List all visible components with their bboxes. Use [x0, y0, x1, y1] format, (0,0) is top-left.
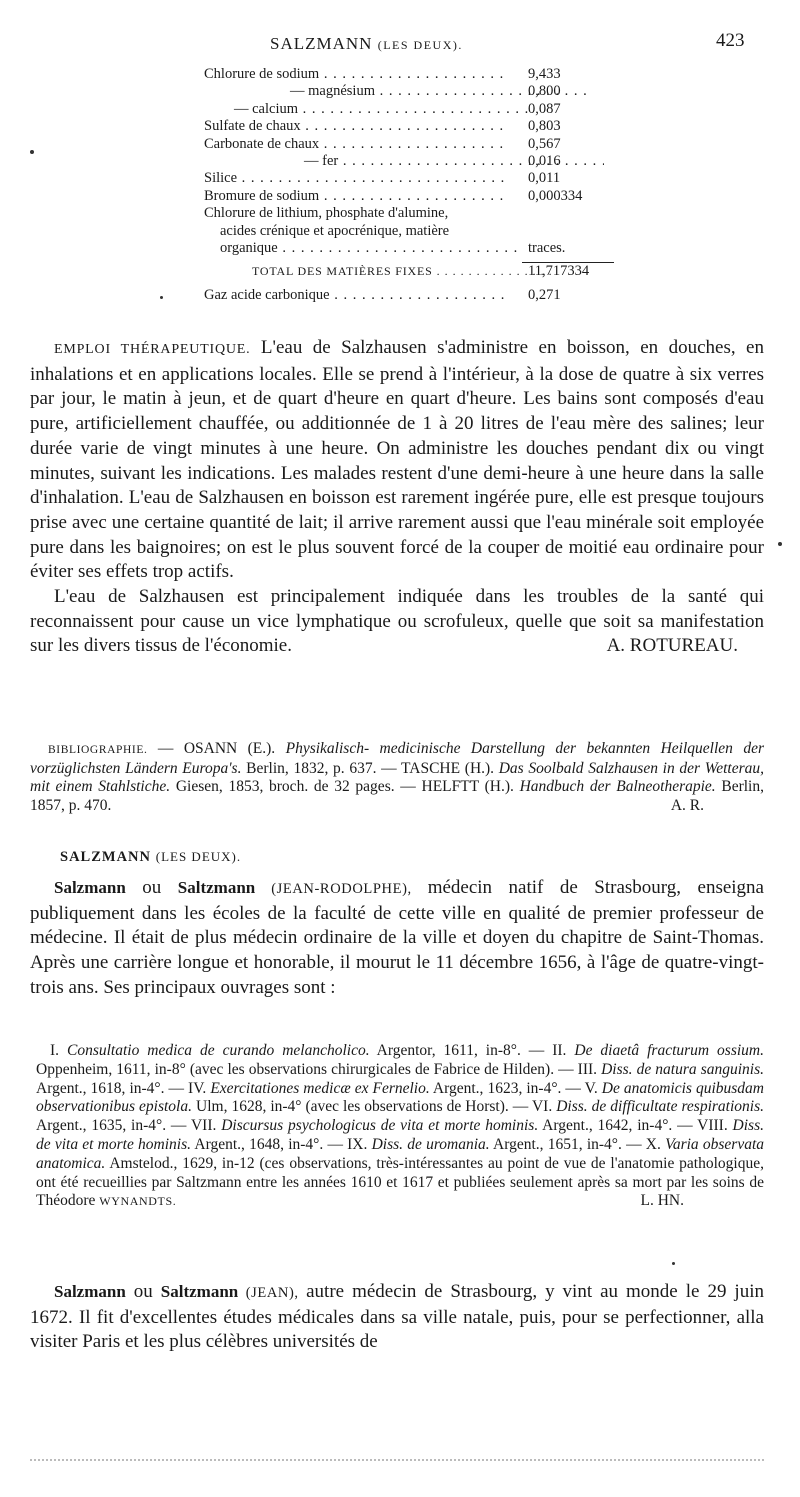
- emploi-text: L'eau de Salzhausen s'administre en boisson, en douches, en inhalations et en applications locales. Elle se prend à l'intérieur, à la dose de quatre à six verres par jour, le matin à jeun, et de quart d'heure en quart d'heure. Les bains sont composés d'eau pure, artificiellement chauffée, ou additionnée de 1 à 20 litres de l'eau mère des salines; leur durée varie de vingt minutes à une heure. On administre les douches pendant dix ou vingt minutes, suivant les indications. Les malades restent d'une demi-heure à une heure dans la salle d'inhalation. L'eau de Salzhausen en boisson est rarement ingérée pure, elle est presque toujours prise avec une certaine quantité de lait; il arrive rarement aussi que l'eau minérale soit employée pure dans les baignoires; on est le plus souvent forcé de la couper de moitié eau ordinaire pour éviter ses effets trop actifs.: [30, 337, 764, 583]
- composition-label: Silice . . .: [204, 170, 504, 187]
- composition-row: [204, 188, 614, 205]
- composition-value: 0,016: [528, 152, 561, 169]
- composition-value: 0,000334: [528, 187, 583, 204]
- bottom-bleed-line: [30, 1459, 764, 1461]
- entry-text: médecin natif de Strasbourg, enseigna publiquement dans les écoles de la faculté de cette ville en qualité de premier professeur de médecine. Il était de plus médecin ordinaire de la ville et doyen du chapitre de Saint-Thomas. Après une carrière longue et honorable, il mourut le 11 décembre 1656, à l'âge de quatre-vingt-trois ans. Ses principaux ouvrages sont :: [30, 877, 764, 998]
- entry-given-name: (JEAN-RODOLPHE),: [255, 881, 428, 897]
- composition-label: Bromure de sodium . . .: [204, 188, 504, 205]
- entry-name-variant: Saltzmann: [160, 1282, 239, 1301]
- entry-name-variant: Saltzmann: [177, 878, 256, 897]
- works-list: [36, 1042, 764, 1211]
- composition-row: [204, 66, 614, 83]
- print-speck: [30, 150, 34, 154]
- running-head: [270, 34, 463, 54]
- composition-value: traces.: [528, 239, 566, 256]
- composition-label: organique . . .: [204, 240, 520, 257]
- work-title: Diss. de difficultate respirationis.: [556, 1098, 764, 1116]
- emploi-paragraph: [30, 336, 764, 585]
- works-part: Argent., 1618, in-4°. — IV.: [36, 1079, 211, 1097]
- composition-value: 9,433: [528, 66, 561, 82]
- composition-label: — magnésium . . .: [204, 83, 590, 100]
- signature: L. HN.: [640, 1192, 684, 1210]
- composition-label: — fer . . .: [204, 153, 604, 170]
- article-title: SALZMANN: [60, 849, 151, 865]
- entry-name: Salzmann: [54, 878, 126, 897]
- signature: A. R.: [670, 796, 704, 814]
- emploi-lead: EMPLOI THÉRAPEUTIQUE.: [54, 342, 251, 357]
- composition-label: Sulfate de chaux . . .: [204, 118, 504, 135]
- work-title: Diss. de natura sanguinis.: [601, 1060, 764, 1078]
- works-part: Ulm, 1628, in-4° (avec les observations de Horst). — VI.: [192, 1098, 557, 1116]
- total-row: [204, 263, 614, 280]
- composition-label: Chlorure de sodium . . .: [204, 66, 504, 83]
- entry-given-name: (JEAN),: [238, 1285, 307, 1301]
- signature: A. ROTUREAU.: [606, 635, 738, 657]
- works-paragraph: [36, 1042, 764, 1211]
- work-title: De anatomicis quibusdam observationibus epistola.: [36, 1079, 764, 1116]
- composition-row: [204, 101, 614, 118]
- bibliography: [30, 740, 764, 815]
- composition-row: [204, 205, 614, 222]
- composition-value: 0,087: [528, 100, 561, 117]
- works-part: Argent., 1651, in-4°. — X.: [489, 1135, 666, 1153]
- entry-jean: [30, 1280, 764, 1355]
- gas-row: [204, 287, 614, 304]
- works-part: Argentor, 1611, in-8°. — II.: [369, 1042, 575, 1059]
- page-number: 423: [716, 30, 745, 51]
- entry-jean-rodolphe: [30, 876, 764, 1001]
- work-title: Varia observata anatomica.: [36, 1135, 765, 1172]
- running-subtitle: (LES DEUX).: [377, 38, 463, 52]
- composition-label: — calcium . . .: [204, 101, 534, 118]
- works-part: Argent., 1623, in-4°. — V.: [429, 1079, 602, 1097]
- gas-value: 0,271: [528, 286, 561, 303]
- article-subtitle: (LES DEUX).: [155, 849, 242, 864]
- works-part: Argent., 1648, in-4°. — IX.: [191, 1135, 372, 1153]
- works-part: I.: [50, 1042, 67, 1059]
- gas-label: Gaz acide carbonique . . .: [204, 287, 504, 304]
- entry-conjunction: ou: [125, 877, 178, 898]
- work-title: Diss. de uromania.: [371, 1135, 490, 1153]
- composition-row: [204, 170, 614, 187]
- work-title: Consultatio medica de curando melancholico.: [67, 1042, 370, 1059]
- works-part: Argent., 1642, in-4°. — VIII.: [538, 1117, 733, 1135]
- editor-name: WYNANDTS.: [99, 1194, 177, 1209]
- bibliography-paragraph: [30, 740, 764, 815]
- print-speck: [160, 296, 163, 299]
- composition-row: [204, 223, 614, 240]
- article-heading: [60, 845, 241, 867]
- bibliography-part: — OSANN (E.).: [147, 740, 286, 757]
- entry-paragraph: [30, 876, 764, 1001]
- bibliography-lead: BIBLIOGRAPHIE.: [48, 744, 148, 756]
- entry-paragraph: [30, 1280, 764, 1355]
- bibliography-part: Berlin, 1857, p. 470.: [30, 778, 764, 814]
- composition-row: [204, 83, 614, 100]
- composition-row: [204, 153, 614, 170]
- composition-label: acides crénique et apocrénique, matière: [220, 222, 450, 239]
- bibliography-part: Giesen, 1853, broch. de 32 pages. — HELFTT (H.).: [170, 778, 520, 796]
- composition-label: Chlorure de lithium, phosphate d'alumine,: [204, 205, 449, 222]
- work-title: Diss. de vita et morte hominis.: [36, 1117, 764, 1153]
- running-title: SALZMANN: [270, 34, 373, 53]
- composition-table: [204, 66, 614, 304]
- bibliography-title: Handbuch der Balneotherapie.: [519, 778, 716, 796]
- works-part: Argent., 1635, in-4°. — VII.: [36, 1117, 222, 1135]
- emploi-text-2: L'eau de Salzhausen est principalement indiquée dans les troubles de la santé qui reconnaissent pour cause un vice lymphatique ou scrofuleux, quelle que soit sa manifestation sur les divers tissus de l'économie.: [30, 586, 764, 657]
- composition-value: 0,567: [528, 135, 561, 152]
- emploi-section: [30, 336, 764, 659]
- bibliography-title: Das Soolbald Salzhausen in der Wetterau, mit einem Stahlstiche.: [30, 759, 764, 796]
- composition-row: [204, 240, 614, 257]
- work-title: Discursus psychologicus de vita et morte hominis.: [221, 1117, 539, 1135]
- composition-value: 0,011: [528, 170, 561, 187]
- works-part: Oppenheim, 1611, in-8° (avec les observations chirurgicales de Fabrice de Hilden). — III.: [36, 1060, 602, 1078]
- print-speck: [778, 542, 782, 546]
- entry-text: autre médecin de Strasbourg, y vint au monde le 29 juin 1672. Il fit d'excellentes études médicales dans sa ville natale, puis, pour se perfectionner, alla visiter Paris et les plus célèbres universités de: [30, 1281, 764, 1353]
- composition-row: [204, 136, 614, 153]
- composition-row: [204, 118, 614, 135]
- print-speck: [672, 1262, 675, 1265]
- emploi-paragraph-2: [30, 585, 764, 659]
- total-label: TOTAL DES MATIÈRES FIXES . . .: [204, 263, 552, 280]
- entry-name: Salzmann: [54, 1282, 126, 1301]
- composition-value: 0,800: [528, 83, 561, 100]
- work-title: De diaetâ fracturum ossium.: [574, 1042, 764, 1059]
- total-value: 11,717334: [528, 263, 590, 280]
- works-part: Amstelod., 1629, in-12 (ces observations, très-intéressantes au point de vue de l'anatomie pathologique, ont été recueillies par Saltzmann entre les années 1610 et 1617 et publiées seulement après sa mort par les soins de Théodore: [36, 1154, 764, 1210]
- composition-value: 0,803: [528, 118, 561, 135]
- bibliography-title: Physikalisch- medicinische Darstellung der bekannten Heilquellen der vorzüglichsten Ländern Europa's.: [30, 740, 764, 777]
- composition-label: Carbonate de chaux . . .: [204, 136, 504, 153]
- work-title: Exercitationes medicæ ex Fernelio.: [210, 1079, 430, 1097]
- bibliography-part: Berlin, 1832, p. 637. — TASCHE (H.).: [241, 759, 499, 777]
- entry-conjunction: ou: [125, 1281, 161, 1302]
